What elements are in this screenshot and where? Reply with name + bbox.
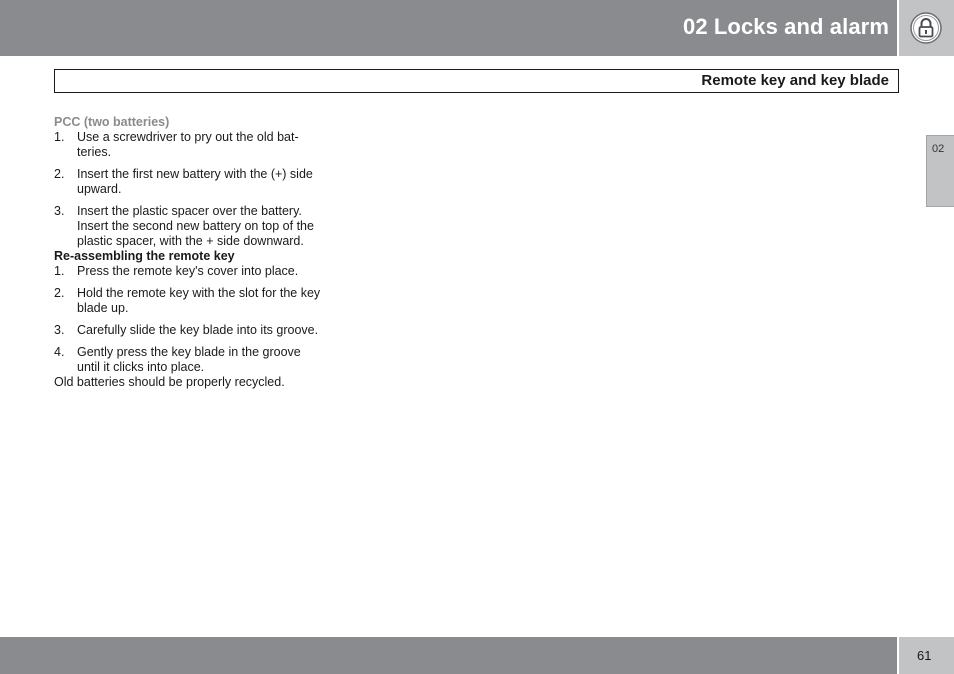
list-item bbox=[54, 323, 322, 338]
pcc-heading: PCC (two batteries) bbox=[54, 115, 170, 129]
step-number: 1. bbox=[54, 130, 65, 144]
lock-icon bbox=[910, 12, 942, 44]
content-column bbox=[54, 115, 322, 390]
list-item bbox=[54, 345, 322, 375]
step-number: 3. bbox=[54, 323, 65, 337]
recycling-note: Old batteries should be properly recycled. bbox=[54, 375, 285, 389]
step-text: Use a screwdriver to pry out the old bat-teries. bbox=[77, 130, 299, 159]
page-number: 61 bbox=[917, 648, 932, 663]
list-item bbox=[54, 167, 322, 197]
chapter-title: 02 Locks and alarm bbox=[682, 14, 889, 39]
step-number: 1. bbox=[54, 264, 65, 278]
reassembly-heading: Re-assembling the remote key bbox=[54, 249, 235, 263]
step-text: Insert the first new battery with the (+) side upward. bbox=[77, 167, 313, 196]
step-text: Hold the remote key with the slot for the key blade up. bbox=[77, 286, 321, 315]
section-title: Remote key and key blade bbox=[701, 72, 889, 89]
step-text: Carefully slide the key blade into its groove. bbox=[77, 323, 319, 337]
footer-bar bbox=[0, 637, 897, 674]
list-item bbox=[54, 286, 322, 316]
side-tab-label: 02 bbox=[932, 143, 945, 155]
chapter-header-bar bbox=[0, 0, 897, 56]
step-number: 4. bbox=[54, 345, 65, 359]
step-number: 2. bbox=[54, 286, 65, 300]
list-item bbox=[54, 130, 322, 160]
step-number: 2. bbox=[54, 167, 65, 181]
list-item bbox=[54, 204, 322, 249]
list-item bbox=[54, 264, 322, 279]
section-title-box bbox=[54, 69, 899, 93]
step-number: 3. bbox=[54, 204, 65, 218]
reassembly-steps-list bbox=[54, 264, 322, 375]
step-text: Gently press the key blade in the groove until it clicks into place. bbox=[77, 345, 301, 374]
page-number-box bbox=[899, 637, 954, 674]
step-text: Insert the plastic spacer over the battery. Insert the second new battery on top of the plastic spacer, with the + side downward. bbox=[77, 204, 314, 248]
chapter-side-tab[interactable] bbox=[926, 135, 954, 207]
pcc-steps-list bbox=[54, 130, 322, 249]
step-text: Press the remote key's cover into place. bbox=[77, 264, 299, 278]
